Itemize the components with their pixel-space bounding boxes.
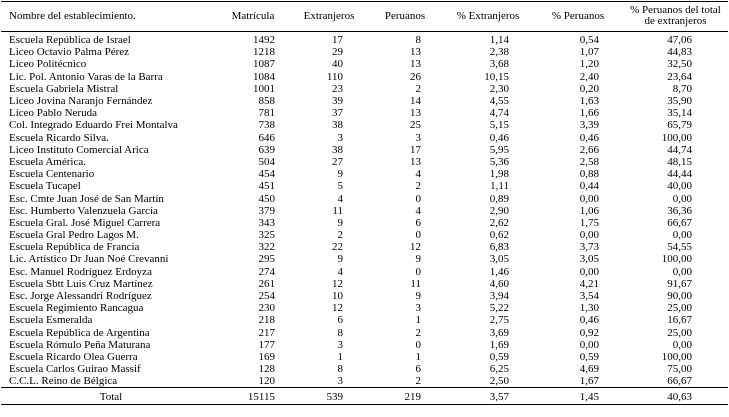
cell-pct-extranjeros: 0,46 [489, 131, 509, 144]
cell-peruanos: 4 [415, 168, 421, 181]
cell-extranjeros: 9 [337, 253, 343, 266]
col-header-pct-peruanos: % Peruanos [533, 2, 623, 32]
total-pct-peruanos: 1,45 [533, 388, 623, 405]
cell-pct-extranjeros: 5,95 [489, 143, 509, 156]
cell-peruanos: 13 [410, 107, 421, 120]
cell-matricula: 781 [258, 107, 275, 120]
cell-pct-peruanos: 0,59 [579, 350, 599, 363]
cell-pct-peruanos: 0,00 [579, 338, 599, 351]
cell-pct-peruanos: 1,30 [579, 302, 599, 315]
cell-extranjeros: 8 [337, 363, 343, 376]
cell-pct-peruanos: 0,54 [579, 34, 599, 47]
table-row [1, 327, 728, 339]
cell-extranjeros: 1 [337, 350, 343, 363]
cell-pct-peruanos-total: 16,67 [667, 314, 692, 327]
table-row [1, 192, 728, 204]
table-row [1, 71, 728, 83]
cell-pct-extranjeros: 6,25 [489, 363, 509, 376]
cell-pct-peruanos: 1,66 [579, 107, 599, 120]
cell-peruanos: 3 [415, 302, 421, 315]
cell-pct-peruanos: 2,40 [579, 70, 599, 83]
cell-extranjeros: 10 [332, 290, 343, 303]
cell-pct-extranjeros: 3,68 [489, 58, 509, 71]
cell-pct-extranjeros: 0,59 [489, 350, 509, 363]
cell-pct-peruanos-total: 44,83 [667, 46, 692, 59]
cell-peruanos: 8 [415, 34, 421, 47]
cell-pct-peruanos: 0,44 [579, 180, 599, 193]
table-row [1, 46, 728, 58]
cell-extranjeros: 37 [332, 107, 343, 120]
cell-pct-peruanos: 1,63 [579, 95, 599, 108]
cell-matricula: 379 [258, 204, 275, 217]
cell-extranjeros: 23 [332, 82, 343, 95]
cell-peruanos: 13 [410, 155, 421, 168]
cell-extranjeros: 4 [337, 192, 343, 205]
cell-extranjeros: 5 [337, 180, 343, 193]
cell-pct-extranjeros: 3,69 [489, 326, 509, 339]
table-row [1, 314, 728, 326]
cell-extranjeros: 8 [337, 326, 343, 339]
cell-nombre: Esc. Manuel Rodríguez Erdoyza [9, 265, 152, 278]
cell-matricula: 128 [258, 363, 275, 376]
cell-pct-peruanos: 3,05 [579, 253, 599, 266]
cell-peruanos: 2 [415, 82, 421, 95]
table-row [1, 302, 728, 314]
cell-pct-peruanos: 0,92 [579, 326, 599, 339]
cell-pct-extranjeros: 1,11 [490, 180, 509, 193]
table-row [1, 253, 728, 265]
cell-extranjeros: 39 [332, 95, 343, 108]
cell-extranjeros: 3 [337, 338, 343, 351]
cell-matricula: 230 [258, 302, 275, 315]
table-row [1, 217, 728, 229]
cell-pct-peruanos: 3,54 [579, 290, 599, 303]
cell-nombre: Liceo Politécnico [9, 58, 87, 71]
cell-peruanos: 3 [415, 131, 421, 144]
cell-matricula: 169 [258, 350, 275, 363]
total-extranjeros: 539 [291, 388, 367, 405]
cell-extranjeros: 22 [332, 241, 343, 254]
cell-pct-extranjeros: 4,55 [489, 95, 509, 108]
cell-nombre: Esc. Humberto Valenzuela García [9, 204, 158, 217]
cell-pct-extranjeros: 3,94 [489, 290, 509, 303]
cell-pct-peruanos-total: 44,74 [667, 143, 692, 156]
cell-nombre: Esc. Jorge Alessandri Rodríguez [9, 290, 152, 303]
cell-pct-extranjeros: 2,30 [489, 82, 509, 95]
cell-pct-extranjeros: 4,74 [489, 107, 509, 120]
cell-extranjeros: 3 [337, 131, 343, 144]
cell-pct-peruanos-total: 35,14 [667, 107, 692, 120]
col-header-extranjeros: Extranjeros [291, 2, 367, 32]
cell-matricula: 738 [258, 119, 275, 132]
table-row [1, 180, 728, 192]
cell-pct-peruanos-total: 25,00 [667, 302, 692, 315]
cell-extranjeros: 38 [332, 143, 343, 156]
cell-pct-extranjeros: 2,62 [489, 216, 509, 229]
col-header-matricula: Matrícula [215, 2, 291, 32]
total-pct-peruanos-total: 40,63 [623, 388, 728, 405]
cell-matricula: 639 [258, 143, 275, 156]
cell-pct-peruanos-total: 0,00 [672, 265, 692, 278]
cell-nombre: Escuela República de Argentina [9, 326, 150, 339]
cell-matricula: 322 [258, 241, 275, 254]
table-row [1, 278, 728, 290]
cell-peruanos: 0 [415, 192, 421, 205]
cell-nombre: Escuela Ricardo Olea Guerra [9, 350, 138, 363]
cell-nombre: Liceo Jovina Naranjo Fernández [9, 95, 153, 108]
cell-pct-peruanos-total: 100,00 [661, 350, 692, 363]
schools-table [1, 1, 728, 405]
cell-pct-peruanos-total: 23,64 [667, 70, 692, 83]
cell-matricula: 1001 [253, 82, 275, 95]
cell-nombre: Liceo Pablo Neruda [9, 107, 97, 120]
cell-pct-extranjeros: 2,38 [489, 46, 509, 59]
cell-pct-peruanos-total: 66,67 [667, 216, 692, 229]
table-row [1, 58, 728, 70]
cell-pct-extranjeros: 1,46 [489, 265, 509, 278]
cell-pct-peruanos-total: 32,50 [667, 58, 692, 71]
cell-pct-peruanos-total: 36,36 [667, 204, 692, 217]
cell-pct-peruanos: 3,39 [579, 119, 599, 132]
cell-pct-peruanos-total: 0,00 [672, 338, 692, 351]
cell-nombre: Escuela Centenario [9, 168, 95, 181]
col-header-pct-extranjeros: % Extranjeros [443, 2, 533, 32]
cell-extranjeros: 11 [332, 204, 343, 217]
cell-pct-peruanos-total: 35,90 [667, 95, 692, 108]
total-label: Total [1, 388, 215, 405]
cell-nombre: Escuela América. [9, 155, 86, 168]
cell-peruanos: 2 [415, 180, 421, 193]
cell-peruanos: 9 [415, 253, 421, 266]
cell-pct-peruanos: 4,21 [579, 277, 599, 290]
cell-matricula: 454 [258, 168, 275, 181]
table-row [1, 144, 728, 156]
cell-pct-extranjeros: 0,89 [489, 192, 509, 205]
cell-peruanos: 1 [415, 350, 421, 363]
cell-nombre: Escuela Gral Pedro Lagos M. [9, 229, 139, 242]
cell-peruanos: 26 [410, 70, 421, 83]
cell-pct-peruanos: 0,46 [579, 314, 599, 327]
cell-matricula: 295 [258, 253, 275, 266]
cell-extranjeros: 40 [332, 58, 343, 71]
cell-matricula: 254 [258, 290, 275, 303]
table-row [1, 351, 728, 363]
cell-peruanos: 9 [415, 290, 421, 303]
cell-extranjeros: 3 [337, 375, 343, 388]
cell-nombre: Escuela República de Francia [9, 241, 140, 254]
cell-matricula: 274 [258, 265, 275, 278]
cell-extranjeros: 27 [332, 155, 343, 168]
table-row [1, 132, 728, 144]
cell-peruanos: 0 [415, 265, 421, 278]
cell-matricula: 858 [258, 95, 275, 108]
table-body [1, 32, 728, 388]
cell-pct-peruanos-total: 44,44 [667, 168, 692, 181]
table-row [1, 339, 728, 351]
total-pct-extranjeros: 3,57 [443, 388, 533, 405]
cell-extranjeros: 17 [332, 34, 343, 47]
cell-nombre: Escuela Esmeralda [9, 314, 93, 327]
cell-pct-peruanos: 2,66 [579, 143, 599, 156]
cell-peruanos: 2 [415, 375, 421, 388]
cell-pct-extranjeros: 2,50 [489, 375, 509, 388]
cell-extranjeros: 9 [337, 168, 343, 181]
cell-pct-extranjeros: 1,69 [489, 338, 509, 351]
cell-matricula: 1087 [253, 58, 275, 71]
table-row [1, 363, 728, 375]
cell-pct-peruanos: 2,58 [579, 155, 599, 168]
cell-pct-peruanos-total: 48,15 [667, 155, 692, 168]
cell-pct-extranjeros: 2,90 [489, 204, 509, 217]
col-header-pct-peruanos-total: % Peruanos del total de extranjeros [623, 2, 728, 32]
cell-matricula: 1218 [253, 46, 275, 59]
cell-extranjeros: 12 [332, 277, 343, 290]
cell-peruanos: 13 [410, 46, 421, 59]
cell-extranjeros: 6 [337, 314, 343, 327]
cell-extranjeros: 4 [337, 265, 343, 278]
cell-peruanos: 0 [415, 338, 421, 351]
cell-peruanos: 2 [415, 326, 421, 339]
cell-extranjeros: 9 [337, 216, 343, 229]
cell-pct-extranjeros: 3,05 [489, 253, 509, 266]
cell-nombre: Esc. Cmte Juan José de San Martín [9, 192, 164, 205]
cell-nombre: Escuela Carlos Guirao Massif [9, 363, 141, 376]
cell-extranjeros: 29 [332, 46, 343, 59]
cell-pct-peruanos: 1,06 [579, 204, 599, 217]
cell-nombre: Escuela Regimiento Rancagua [9, 302, 144, 315]
cell-peruanos: 11 [410, 277, 421, 290]
cell-nombre: C.C.L. Reino de Bélgica [9, 375, 118, 388]
cell-pct-peruanos-total: 75,00 [667, 363, 692, 376]
table-footer [1, 388, 728, 405]
cell-nombre: Col. Integrado Eduardo Frei Montalva [9, 119, 178, 132]
cell-nombre: Escuela Tucapel [9, 180, 81, 193]
table-row [1, 229, 728, 241]
table-row [1, 95, 728, 107]
cell-pct-extranjeros: 0,62 [489, 229, 509, 242]
cell-pct-peruanos-total: 66,67 [667, 375, 692, 388]
cell-matricula: 343 [258, 216, 275, 229]
table-row [1, 266, 728, 278]
cell-nombre: Lic. Artístico Dr Juan Noé Crevanni [9, 253, 169, 266]
cell-pct-extranjeros: 1,98 [489, 168, 509, 181]
cell-pct-extranjeros: 10,15 [484, 70, 509, 83]
cell-pct-extranjeros: 5,22 [489, 302, 509, 315]
cell-pct-peruanos-total: 47,06 [667, 34, 692, 47]
cell-matricula: 261 [258, 277, 275, 290]
table-row [1, 119, 728, 131]
cell-pct-extranjeros: 5,15 [489, 119, 509, 132]
cell-pct-peruanos-total: 90,00 [667, 290, 692, 303]
cell-matricula: 177 [258, 338, 275, 351]
cell-pct-peruanos-total: 65,79 [667, 119, 692, 132]
cell-pct-peruanos-total: 0,00 [672, 229, 692, 242]
cell-extranjeros: 12 [332, 302, 343, 315]
cell-peruanos: 25 [410, 119, 421, 132]
total-row [1, 388, 728, 405]
cell-pct-extranjeros: 1,14 [489, 34, 509, 47]
col-header-nombre: Nombre del establecimiento. [1, 2, 215, 32]
cell-matricula: 1492 [253, 34, 275, 47]
cell-nombre: Escuela Gabriela Mistral [9, 82, 119, 95]
cell-pct-extranjeros: 2,75 [489, 314, 509, 327]
table-header [1, 2, 728, 32]
total-matricula: 15115 [215, 388, 291, 405]
cell-matricula: 646 [258, 131, 275, 144]
cell-matricula: 1084 [253, 70, 275, 83]
cell-peruanos: 0 [415, 229, 421, 242]
table-row [1, 156, 728, 168]
cell-pct-peruanos-total: 25,00 [667, 326, 692, 339]
cell-nombre: Escuela Ricardo Silva. [9, 131, 109, 144]
cell-pct-peruanos: 1,75 [579, 216, 599, 229]
cell-pct-peruanos: 1,67 [579, 375, 599, 388]
cell-pct-peruanos-total: 0,00 [672, 192, 692, 205]
cell-peruanos: 4 [415, 204, 421, 217]
table-row [1, 241, 728, 253]
cell-pct-peruanos: 0,20 [579, 82, 599, 95]
cell-nombre: Escuela Sbtt Luis Cruz Martínez [9, 277, 153, 290]
cell-peruanos: 17 [410, 143, 421, 156]
cell-peruanos: 14 [410, 95, 421, 108]
cell-nombre: Escuela Rómulo Peña Maturana [9, 338, 151, 351]
cell-matricula: 450 [258, 192, 275, 205]
cell-extranjeros: 2 [337, 229, 343, 242]
cell-matricula: 217 [258, 326, 275, 339]
table-row [1, 290, 728, 302]
table-row [1, 375, 728, 388]
cell-pct-peruanos: 4,69 [579, 363, 599, 376]
cell-pct-peruanos: 3,73 [579, 241, 599, 254]
cell-peruanos: 6 [415, 216, 421, 229]
cell-pct-peruanos-total: 91,67 [667, 277, 692, 290]
cell-pct-peruanos-total: 100,00 [661, 131, 692, 144]
cell-peruanos: 13 [410, 58, 421, 71]
cell-pct-peruanos: 0,00 [579, 265, 599, 278]
cell-pct-peruanos: 0,88 [579, 168, 599, 181]
cell-pct-peruanos: 0,46 [579, 131, 599, 144]
table-row [1, 168, 728, 180]
cell-pct-peruanos: 0,00 [579, 229, 599, 242]
total-peruanos: 219 [367, 388, 443, 405]
cell-pct-peruanos: 1,20 [579, 58, 599, 71]
cell-pct-peruanos-total: 54,55 [667, 241, 692, 254]
cell-matricula: 451 [258, 180, 275, 193]
table-row [1, 205, 728, 217]
cell-matricula: 218 [258, 314, 275, 327]
cell-pct-extranjeros: 5,36 [489, 155, 509, 168]
cell-matricula: 120 [258, 375, 275, 388]
cell-peruanos: 1 [415, 314, 421, 327]
cell-nombre: Escuela República de Israel [9, 34, 131, 47]
cell-pct-peruanos: 0,00 [579, 192, 599, 205]
cell-pct-extranjeros: 4,60 [489, 277, 509, 290]
cell-nombre: Liceo Octavio Palma Pérez [9, 46, 130, 59]
table-row [1, 107, 728, 119]
cell-nombre: Liceo Instituto Comercial Arica [9, 143, 149, 156]
cell-nombre: Lic. Pol. Antonio Varas de la Barra [9, 70, 163, 83]
cell-peruanos: 6 [415, 363, 421, 376]
table-row [1, 83, 728, 95]
cell-pct-peruanos: 1,07 [579, 46, 599, 59]
cell-pct-peruanos-total: 8,70 [672, 82, 692, 95]
cell-extranjeros: 38 [332, 119, 343, 132]
table-row [1, 32, 728, 47]
cell-nombre: Escuela Gral. José Miguel Carrera [9, 216, 161, 229]
cell-matricula: 325 [258, 229, 275, 242]
cell-peruanos: 12 [410, 241, 421, 254]
cell-pct-peruanos-total: 40,00 [667, 180, 692, 193]
cell-extranjeros: 110 [326, 70, 343, 83]
col-header-peruanos: Peruanos [367, 2, 443, 32]
header-row [1, 2, 728, 32]
cell-pct-peruanos-total: 100,00 [661, 253, 692, 266]
cell-matricula: 504 [258, 155, 275, 168]
cell-pct-extranjeros: 6,83 [489, 241, 509, 254]
